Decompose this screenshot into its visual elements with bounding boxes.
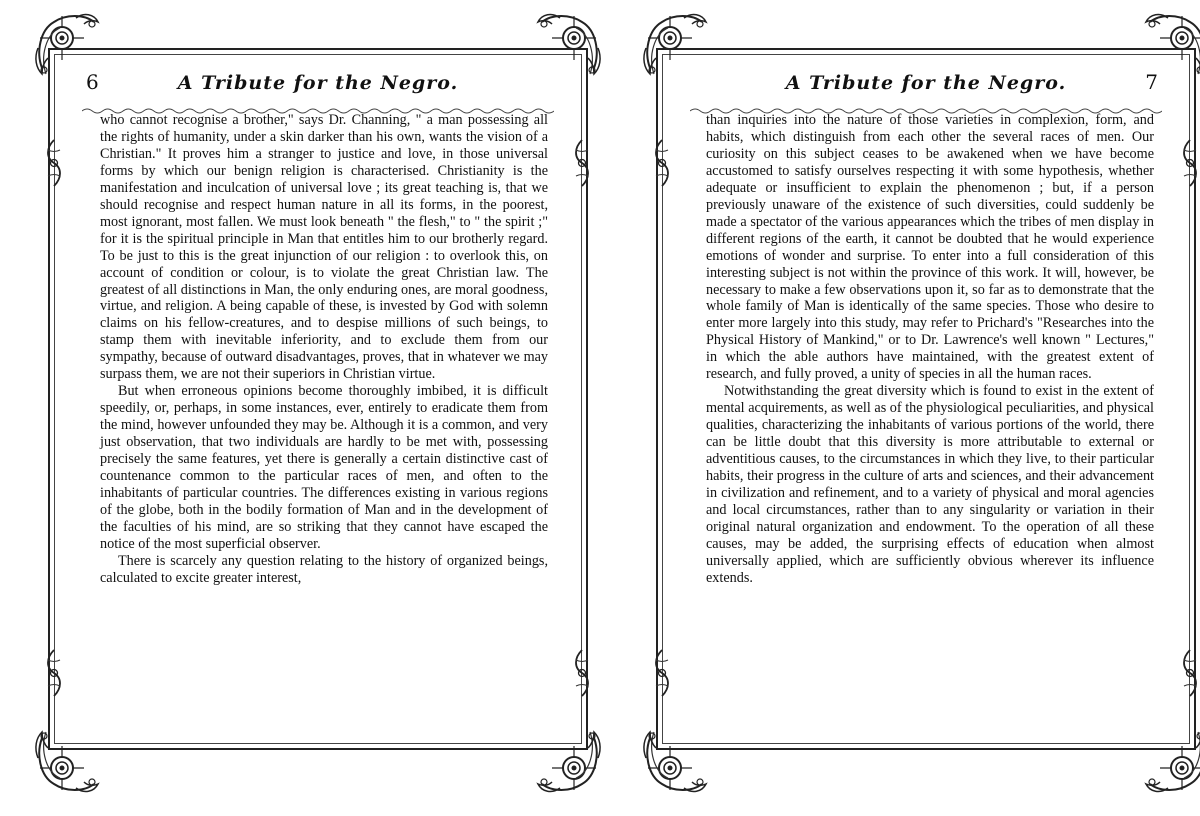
corner-ornament-icon xyxy=(1142,728,1200,798)
page-number: 7 xyxy=(1145,70,1158,94)
running-title: A Tribute for the Negro. xyxy=(177,72,459,94)
border-scroll-icon xyxy=(42,138,66,188)
corner-ornament-icon xyxy=(32,728,102,798)
page-number: 6 xyxy=(86,70,99,94)
paragraph: than inquiries into the nature of those varieties in complexion, form, and habits, which distinguish from each other the several races of men. Our curiosity on this subject ceases to be awakened when we have become accustomed to satisfy ourselves respecting it with some hypothesis, whether adequate or insufficient to explain the phenomenon ; but, if a person previously unaware of the existence of such diversities, could suddenly be made a spectator of the various appearances which the tribes of men display in different regions of the earth, it cannot be doubted that he would experience emotions of wonder and surprise. To enter into a full consideration of this interesting subject is not within the province of this work. It will, however, be necessary to make a few observations upon it, so far as to demonstrate that the whole family of Man is identically of the same species. Those who desire to enter more largely into this study, may refer to Prichard's "Researches into the Physical History of Mankind," or to Dr. Lawrence's well known " Lectures," in which the able authors have maintained, with the greatest extent of research, and fully proved, a unity of species in all the human races. xyxy=(706,112,1154,383)
paragraph: Notwithstanding the great diversity which is found to exist in the extent of mental acquirements, as well as of the physiological peculiarities, and physical qualities, characterizing the inhabitants of various portions of the world, there can be little doubt that this diversity is more attributable to external or adventitious causes, to the circumstances in which they live, to their particular habits, their progress in the culture of arts and sciences, and their advancement in civilization and refinement, and to a variety of physical and moral agencies and local circumstances, rather than to any singularity or variation in their original natural organization and endowment. To the operation of all these causes, may be added, the surprising effects of education when almost universally applied, which are sufficiently obvious wherever its influence extends. xyxy=(706,383,1154,586)
corner-ornament-icon xyxy=(534,728,604,798)
running-header xyxy=(88,68,548,98)
paragraph: who cannot recognise a brother," says Dr. Channing, " a man possessing all the rights of humanity, under a skin darker than his own, wants the vision of a Christian." It proves him a stranger to justice and love, in those universal forms by which our benign religion is characterised. Christianity is the manifestation and inculcation of universal love ; its great teaching is, that we should recognise and respect human nature in all its forms, in the poorest, most ignorant, most fallen. We must look beneath " the flesh," to " the spirit ;" for it is the spiritual principle in Man that entitles him to our brotherly regard. To be just to this is the great injunction of our religion : to overlook this, on account of condition or colour, is to violate the great Christian law. The greatest of all distinctions in Man, the only enduring ones, are moral goodness, virtue, and religion. A being capable of these, is invested by God with solemn claims on his fellow-creatures, and to despise millions of such beings, to stamp them with inevitable inferiority, and to exclude them from our sympathy, because of outward disadvantages, proves, that in whatever we may surpass them, we are not their superiors in Christian virtue. xyxy=(100,112,548,383)
paragraph: There is scarcely any question relating to the history of organized beings, calculated to excite greater interest, xyxy=(100,552,548,586)
header-rule xyxy=(82,100,554,108)
border-scroll-icon xyxy=(570,648,594,698)
header-rule xyxy=(690,100,1162,108)
corner-ornament-icon xyxy=(640,728,710,798)
border-scroll-icon xyxy=(1178,648,1200,698)
border-scroll-icon xyxy=(570,138,594,188)
left-page xyxy=(38,8,598,798)
border-scroll-icon xyxy=(650,648,674,698)
running-header xyxy=(696,68,1156,98)
border-scroll-icon xyxy=(42,648,66,698)
border-scroll-icon xyxy=(650,138,674,188)
body-text xyxy=(100,112,548,587)
paragraph: But when erroneous opinions become thoroughly imbibed, it is difficult speedily, or, perhaps, in some instances, ever, entirely to eradicate them from the mind, however unfounded they may be. Although it is a common, and very just observation, that two individuals are hardly to be met with, possessing precisely the same features, yet there is generally a certain distinctive cast of countenance common to the particular races of men, and often to the inhabitants of particular countries. The differences existing in various regions of the globe, both in the bodily formation of Man and in the development of the faculties of his mind, are so striking that they cannot have escaped the notice of the most superficial observer. xyxy=(100,383,548,552)
running-title: A Tribute for the Negro. xyxy=(785,72,1067,94)
right-page xyxy=(646,8,1200,798)
border-scroll-icon xyxy=(1178,138,1200,188)
body-text xyxy=(706,112,1154,587)
